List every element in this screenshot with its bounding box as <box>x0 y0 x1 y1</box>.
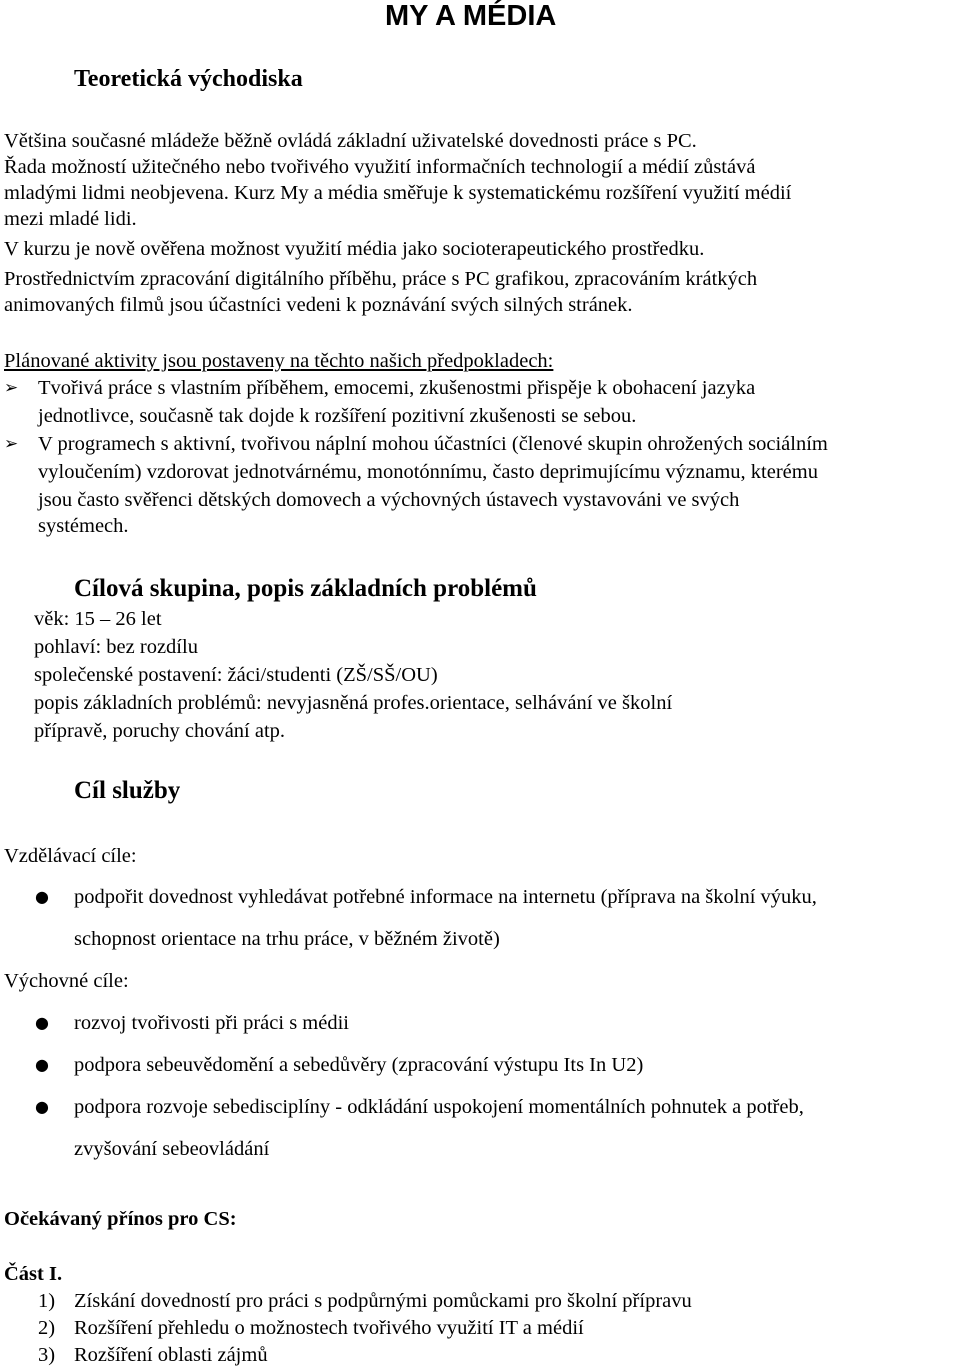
activity-line: Tvořivá práce s vlastním příběhem, emocemi, zkušenostmi přispěje k obohacení jazyka <box>38 377 756 399</box>
benefit-item-text: Rozšíření přehledu o možnostech tvořivého využití IT a médií <box>74 1317 584 1339</box>
benefit-item-text: Rozšíření oblasti zájmů <box>74 1344 268 1366</box>
part-heading: Část I. <box>4 1263 63 1285</box>
intro-line: Většina současné mládeže běžně ovládá základní uživatelské dovednosti práce s PC. <box>4 130 697 152</box>
activity-line: jednotlivce, současně tak dojde k rozšíření pozitivní zkušenosti se sebou. <box>38 405 637 427</box>
bullet-icon: ● <box>35 1055 49 1074</box>
bullet-icon: ● <box>35 887 49 906</box>
activity-line: vyloučením) vzdorovat jednotvárnému, monotónnímu, často deprimujícímu významu, kterému <box>38 461 818 483</box>
section-heading-theory: Teoretická východiska <box>74 66 303 92</box>
intro-line: mladými lidmi neobjevena. Kurz My a média směřuje k systematickému rozšíření využití médií <box>4 182 792 204</box>
upbringing-goal-line: podpora sebeuvědomění a sebedůvěry (zpracování výstupu Its In U2) <box>74 1054 644 1076</box>
upbringing-goals-label: Výchovné cíle: <box>4 970 129 992</box>
intro-line: V kurzu je nově ověřena možnost využití média jako socioterapeutického prostředku. <box>4 238 705 260</box>
benefit-item-number: 3) <box>38 1344 56 1366</box>
intro-line: animovaných filmů jsou účastníci vedeni k poznávání svých silných stránek. <box>4 294 633 316</box>
intro-line: Řada možností užitečného nebo tvořivého využití informačních technologií a médií zůstává <box>4 156 756 178</box>
edu-goals-label: Vzdělávací cíle: <box>4 845 137 867</box>
service-goal-heading: Cíl služby <box>74 777 181 804</box>
benefit-item-text: Získání dovedností pro práci s podpůrnými pomůckami pro školní přípravu <box>74 1290 692 1312</box>
expected-benefit-heading: Očekávaný přínos pro CS: <box>4 1208 237 1230</box>
upbringing-goal-line: zvyšování sebeovládání <box>74 1138 270 1160</box>
page-title: MY A MÉDIA <box>385 0 557 32</box>
upbringing-goal-line: podpora rozvoje sebedisciplíny - odkládání uspokojení momentálních pohnutek a potřeb, <box>74 1096 804 1118</box>
upbringing-goal-line: rozvoj tvořivosti při práci s médii <box>74 1012 349 1034</box>
benefit-item-number: 1) <box>38 1290 56 1312</box>
bullet-icon: ● <box>35 1097 49 1116</box>
intro-line: mezi mladé lidi. <box>4 208 137 230</box>
target-group-heading: Cílová skupina, popis základních problémů <box>74 575 537 602</box>
edu-goal-line: podpořit dovednost vyhledávat potřebné informace na internetu (příprava na školní výuku, <box>74 886 817 908</box>
target-line: pohlaví: bez rozdílu <box>34 636 198 658</box>
bullet-icon: ● <box>35 1013 49 1032</box>
edu-goal-line: schopnost orientace na trhu práce, v běžném životě) <box>74 928 500 950</box>
target-line: přípravě, poruchy chování atp. <box>34 720 286 742</box>
arrow-bullet-icon: ➢ <box>4 378 19 398</box>
target-line: společenské postavení: žáci/studenti (ZŠ/SŠ/OU) <box>34 664 438 686</box>
benefit-item-number: 2) <box>38 1317 56 1339</box>
activity-line: systémech. <box>38 515 129 537</box>
activities-heading: Plánované aktivity jsou postaveny na těchto našich předpokladech: <box>4 350 554 372</box>
activity-line: jsou často svěřenci dětských domovech a výchovných ústavech vystavováni ve svých <box>38 489 740 511</box>
intro-line: Prostřednictvím zpracování digitálního příběhu, práce s PC grafikou, zpracováním krátkých <box>4 268 758 290</box>
arrow-bullet-icon: ➢ <box>4 434 19 454</box>
target-line: věk: 15 – 26 let <box>34 608 162 630</box>
target-line: popis základních problémů: nevyjasněná profes.orientace, selhávání ve školní <box>34 692 673 714</box>
activity-line: V programech s aktivní, tvořivou náplní mohou účastníci (členové skupin ohrožených sociálním <box>38 433 828 455</box>
